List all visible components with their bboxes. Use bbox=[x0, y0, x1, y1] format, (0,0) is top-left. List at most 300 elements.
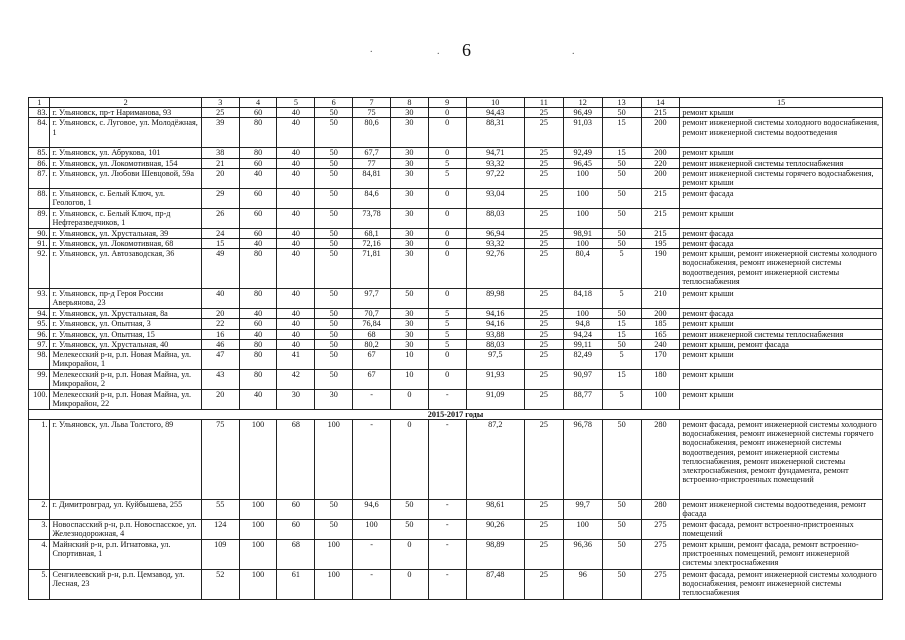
cell-value: 46 bbox=[201, 339, 239, 349]
row-number: 83. bbox=[29, 108, 50, 118]
cell-value: 0 bbox=[428, 289, 466, 309]
cell-value: 15 bbox=[602, 118, 641, 148]
cell-value: 50 bbox=[602, 208, 641, 228]
address: г. Ульяновск, ул. Автозаводская, 36 bbox=[50, 249, 201, 289]
cell-value: 71,81 bbox=[353, 249, 391, 289]
cell-value: 0 bbox=[390, 389, 428, 409]
table-row bbox=[29, 208, 883, 228]
cell-value: 16 bbox=[201, 329, 239, 339]
work-type: ремонт крыши, ремонт фасада, ремонт встроенно-пристроенных помещений, ремонт инженерной системы электроснабжения bbox=[680, 540, 883, 570]
cell-value: 25 bbox=[524, 148, 563, 158]
cell-value: 96,45 bbox=[563, 158, 602, 168]
cell-value: 100 bbox=[239, 420, 277, 500]
cell-value: 50 bbox=[602, 339, 641, 349]
cell-value: 60 bbox=[239, 188, 277, 208]
cell-value: 94,16 bbox=[466, 309, 524, 319]
cell-value: 275 bbox=[641, 540, 680, 570]
column-number: 7 bbox=[353, 98, 391, 108]
cell-value: - bbox=[428, 520, 466, 540]
cell-value: 50 bbox=[390, 520, 428, 540]
row-number: 2. bbox=[29, 500, 50, 520]
cell-value: - bbox=[428, 540, 466, 570]
cell-value: 100 bbox=[563, 238, 602, 248]
cell-value: 30 bbox=[390, 238, 428, 248]
cell-value: 50 bbox=[315, 329, 353, 339]
cell-value: 185 bbox=[641, 319, 680, 329]
cell-value: 26 bbox=[201, 208, 239, 228]
cell-value: 40 bbox=[277, 319, 315, 329]
row-number: 91. bbox=[29, 238, 50, 248]
cell-value: 30 bbox=[390, 208, 428, 228]
cell-value: 165 bbox=[641, 329, 680, 339]
cell-value: - bbox=[353, 389, 391, 409]
table-row bbox=[29, 540, 883, 570]
column-number: 14 bbox=[641, 98, 680, 108]
cell-value: 50 bbox=[315, 309, 353, 319]
cell-value: 25 bbox=[524, 319, 563, 329]
cell-value: 30 bbox=[390, 329, 428, 339]
address: г. Ульяновск, с. Белый Ключ, пр-д Нефтеразведчиков, 1 bbox=[50, 208, 201, 228]
cell-value: 25 bbox=[524, 238, 563, 248]
cell-value: 30 bbox=[315, 389, 353, 409]
cell-value: 97,7 bbox=[353, 289, 391, 309]
cell-value: 100 bbox=[239, 500, 277, 520]
cell-value: 80 bbox=[239, 249, 277, 289]
cell-value: 40 bbox=[201, 289, 239, 309]
work-type: ремонт инженерной системы горячего водоснабжения, ремонт крыши bbox=[680, 168, 883, 188]
column-number: 8 bbox=[390, 98, 428, 108]
address: Мелекесский р-н, р.п. Новая Майна, ул. Микрорайон, 1 bbox=[50, 349, 201, 369]
row-number: 96. bbox=[29, 329, 50, 339]
cell-value: 91,09 bbox=[466, 389, 524, 409]
cell-value: 30 bbox=[390, 118, 428, 148]
cell-value: 200 bbox=[641, 118, 680, 148]
cell-value: 77 bbox=[353, 158, 391, 168]
row-number: 86. bbox=[29, 158, 50, 168]
table-row bbox=[29, 319, 883, 329]
cell-value: 68 bbox=[277, 420, 315, 500]
cell-value: - bbox=[428, 500, 466, 520]
cell-value: 5 bbox=[428, 329, 466, 339]
cell-value: 68,1 bbox=[353, 228, 391, 238]
cell-value: 170 bbox=[641, 349, 680, 369]
work-type: ремонт фасада bbox=[680, 238, 883, 248]
cell-value: 30 bbox=[277, 389, 315, 409]
cell-value: 96,49 bbox=[563, 108, 602, 118]
cell-value: 40 bbox=[277, 188, 315, 208]
cell-value: 38 bbox=[201, 148, 239, 158]
cell-value: 0 bbox=[428, 118, 466, 148]
cell-value: 88,77 bbox=[563, 389, 602, 409]
cell-value: 215 bbox=[641, 208, 680, 228]
cell-value: 40 bbox=[277, 309, 315, 319]
column-number: 13 bbox=[602, 98, 641, 108]
cell-value: 24 bbox=[201, 228, 239, 238]
cell-value: 5 bbox=[428, 168, 466, 188]
cell-value: 80 bbox=[239, 289, 277, 309]
cell-value: 10 bbox=[390, 369, 428, 389]
cell-value: 99,7 bbox=[563, 500, 602, 520]
address: г. Ульяновск, ул. Локомотивная, 154 bbox=[50, 158, 201, 168]
cell-value: 40 bbox=[277, 118, 315, 148]
cell-value: 50 bbox=[602, 108, 641, 118]
cell-value: 30 bbox=[390, 339, 428, 349]
cell-value: 50 bbox=[602, 158, 641, 168]
cell-value: 29 bbox=[201, 188, 239, 208]
cell-value: 97,5 bbox=[466, 349, 524, 369]
cell-value: 30 bbox=[390, 319, 428, 329]
cell-value: 90,26 bbox=[466, 520, 524, 540]
address: г. Ульяновск, ул. Хрустальная, 40 bbox=[50, 339, 201, 349]
cell-value: 80 bbox=[239, 349, 277, 369]
cell-value: 25 bbox=[524, 329, 563, 339]
work-type: ремонт крыши bbox=[680, 148, 883, 158]
row-number: 84. bbox=[29, 118, 50, 148]
cell-value: 92,76 bbox=[466, 249, 524, 289]
cell-value: 0 bbox=[390, 420, 428, 500]
address: г. Ульяновск, пр-т Нариманова, 93 bbox=[50, 108, 201, 118]
cell-value: 80,2 bbox=[353, 339, 391, 349]
cell-value: 50 bbox=[315, 158, 353, 168]
row-number: 5. bbox=[29, 570, 50, 600]
cell-value: 25 bbox=[524, 520, 563, 540]
cell-value: 94,6 bbox=[353, 500, 391, 520]
cell-value: 67,7 bbox=[353, 148, 391, 158]
table-row bbox=[29, 188, 883, 208]
column-number: 4 bbox=[239, 98, 277, 108]
cell-value: 70,7 bbox=[353, 309, 391, 319]
cell-value: 5 bbox=[602, 289, 641, 309]
table-row bbox=[29, 309, 883, 319]
cell-value: 49 bbox=[201, 249, 239, 289]
row-number: 100. bbox=[29, 389, 50, 409]
table-row bbox=[29, 520, 883, 540]
cell-value: 0 bbox=[428, 249, 466, 289]
address: Сенгилеевский р-н, р.п. Цемзавод, ул. Лесная, 23 bbox=[50, 570, 201, 600]
cell-value: 50 bbox=[315, 118, 353, 148]
cell-value: 40 bbox=[277, 339, 315, 349]
cell-value: 280 bbox=[641, 500, 680, 520]
cell-value: 50 bbox=[315, 208, 353, 228]
cell-value: 96,36 bbox=[563, 540, 602, 570]
cell-value: 50 bbox=[602, 309, 641, 319]
cell-value: 90,97 bbox=[563, 369, 602, 389]
column-number: 1 bbox=[29, 98, 50, 108]
cell-value: 30 bbox=[390, 158, 428, 168]
cell-value: 72,16 bbox=[353, 238, 391, 248]
cell-value: 40 bbox=[239, 168, 277, 188]
cell-value: 98,89 bbox=[466, 540, 524, 570]
cell-value: 50 bbox=[602, 228, 641, 238]
cell-value: 25 bbox=[524, 570, 563, 600]
row-number: 1. bbox=[29, 420, 50, 500]
cell-value: 50 bbox=[315, 500, 353, 520]
cell-value: 80 bbox=[239, 148, 277, 158]
table-row bbox=[29, 289, 883, 309]
cell-value: 42 bbox=[277, 369, 315, 389]
cell-value: - bbox=[428, 570, 466, 600]
row-number: 89. bbox=[29, 208, 50, 228]
cell-value: 50 bbox=[390, 289, 428, 309]
cell-value: 0 bbox=[428, 369, 466, 389]
row-number: 3. bbox=[29, 520, 50, 540]
address: г. Ульяновск, с. Белый Ключ, ул. Геологов, 1 bbox=[50, 188, 201, 208]
work-type: ремонт крыши bbox=[680, 349, 883, 369]
cell-value: 100 bbox=[239, 570, 277, 600]
cell-value: 82,49 bbox=[563, 349, 602, 369]
cell-value: 94,8 bbox=[563, 319, 602, 329]
cell-value: 84,18 bbox=[563, 289, 602, 309]
cell-value: 100 bbox=[315, 420, 353, 500]
cell-value: 30 bbox=[390, 309, 428, 319]
cell-value: 87,48 bbox=[466, 570, 524, 600]
cell-value: 195 bbox=[641, 238, 680, 248]
cell-value: 80 bbox=[239, 369, 277, 389]
cell-value: 80,4 bbox=[563, 249, 602, 289]
cell-value: 15 bbox=[602, 369, 641, 389]
work-type: ремонт фасада, ремонт инженерной системы холодного водоснабжения, ремонт инженерной системы теплоснабжения bbox=[680, 570, 883, 600]
cell-value: 60 bbox=[239, 319, 277, 329]
cell-value: 0 bbox=[428, 228, 466, 238]
cell-value: 0 bbox=[428, 148, 466, 158]
work-type: ремонт инженерной системы водоотведения, ремонт фасада bbox=[680, 500, 883, 520]
cell-value: 73,78 bbox=[353, 208, 391, 228]
cell-value: 5 bbox=[428, 339, 466, 349]
cell-value: 200 bbox=[641, 168, 680, 188]
work-type: ремонт крыши bbox=[680, 108, 883, 118]
table-row bbox=[29, 389, 883, 409]
table-row bbox=[29, 148, 883, 158]
cell-value: 200 bbox=[641, 148, 680, 158]
cell-value: 5 bbox=[428, 319, 466, 329]
cell-value: 92,49 bbox=[563, 148, 602, 158]
work-type: ремонт фасада, ремонт встроенно-пристроенных помещений bbox=[680, 520, 883, 540]
cell-value: 75 bbox=[353, 108, 391, 118]
cell-value: 30 bbox=[390, 249, 428, 289]
cell-value: 60 bbox=[239, 158, 277, 168]
work-type: ремонт инженерной системы теплоснабжения bbox=[680, 158, 883, 168]
work-type: ремонт инженерной системы холодного водоснабжения, ремонт инженерной системы водоотведения bbox=[680, 118, 883, 148]
cell-value: 5 bbox=[602, 349, 641, 369]
work-type: ремонт крыши bbox=[680, 208, 883, 228]
cell-value: 41 bbox=[277, 349, 315, 369]
cell-value: 40 bbox=[239, 238, 277, 248]
cell-value: 50 bbox=[315, 319, 353, 329]
cell-value: 84,81 bbox=[353, 168, 391, 188]
column-number: 9 bbox=[428, 98, 466, 108]
cell-value: 25 bbox=[524, 158, 563, 168]
work-type: ремонт крыши bbox=[680, 389, 883, 409]
row-number: 94. bbox=[29, 309, 50, 319]
column-number: 6 bbox=[315, 98, 353, 108]
cell-value: 40 bbox=[277, 208, 315, 228]
cell-value: 99,11 bbox=[563, 339, 602, 349]
column-number: 2 bbox=[50, 98, 201, 108]
cell-value: 240 bbox=[641, 339, 680, 349]
row-number: 4. bbox=[29, 540, 50, 570]
row-number: 95. bbox=[29, 319, 50, 329]
column-number: 12 bbox=[563, 98, 602, 108]
work-type: ремонт инженерной системы теплоснабжения bbox=[680, 329, 883, 339]
cell-value: 87,2 bbox=[466, 420, 524, 500]
cell-value: 75 bbox=[201, 420, 239, 500]
cell-value: 215 bbox=[641, 108, 680, 118]
cell-value: 89,98 bbox=[466, 289, 524, 309]
cell-value: 100 bbox=[563, 188, 602, 208]
cell-value: 39 bbox=[201, 118, 239, 148]
cell-value: 91,03 bbox=[563, 118, 602, 148]
cell-value: - bbox=[353, 540, 391, 570]
scan-dot: . bbox=[370, 44, 373, 55]
cell-value: 25 bbox=[524, 228, 563, 238]
cell-value: 280 bbox=[641, 420, 680, 500]
work-type: ремонт фасада, ремонт инженерной системы холодного водоснабжения, ремонт инженерной системы горячего водоснабжения, ремонт инженерной системы водоотведения, ремонт инженерной системы теплоснабжения, ремонт инженерной системы электроснабжения, ремонт фундамента, ремонт встроенно-пристроенных помещений bbox=[680, 420, 883, 500]
address: Мелекесский р-н, р.п. Новая Майна, ул. Микрорайон, 2 bbox=[50, 369, 201, 389]
cell-value: 25 bbox=[524, 500, 563, 520]
address: г. Ульяновск, ул. Любови Шевцовой, 59а bbox=[50, 168, 201, 188]
address: г. Ульяновск, пр-д Героя России Аверьянова, 23 bbox=[50, 289, 201, 309]
cell-value: 0 bbox=[428, 238, 466, 248]
cell-value: 40 bbox=[239, 309, 277, 319]
cell-value: 50 bbox=[390, 500, 428, 520]
cell-value: 25 bbox=[524, 389, 563, 409]
cell-value: 25 bbox=[524, 349, 563, 369]
cell-value: 275 bbox=[641, 570, 680, 600]
scan-dot: . bbox=[437, 46, 440, 57]
cell-value: 50 bbox=[602, 238, 641, 248]
cell-value: 124 bbox=[201, 520, 239, 540]
cell-value: 84,6 bbox=[353, 188, 391, 208]
cell-value: 88,03 bbox=[466, 339, 524, 349]
cell-value: 20 bbox=[201, 168, 239, 188]
cell-value: 43 bbox=[201, 369, 239, 389]
row-number: 99. bbox=[29, 369, 50, 389]
row-number: 90. bbox=[29, 228, 50, 238]
cell-value: 200 bbox=[641, 309, 680, 319]
cell-value: 30 bbox=[390, 188, 428, 208]
scan-dot: . bbox=[572, 46, 575, 57]
work-type: ремонт фасада bbox=[680, 309, 883, 319]
cell-value: 25 bbox=[524, 309, 563, 319]
cell-value: 94,16 bbox=[466, 319, 524, 329]
cell-value: 100 bbox=[239, 540, 277, 570]
cell-value: 80 bbox=[239, 118, 277, 148]
cell-value: 76,84 bbox=[353, 319, 391, 329]
cell-value: 0 bbox=[428, 208, 466, 228]
cell-value: 100 bbox=[563, 208, 602, 228]
cell-value: 98,91 bbox=[563, 228, 602, 238]
cell-value: 50 bbox=[315, 148, 353, 158]
cell-value: 94,43 bbox=[466, 108, 524, 118]
cell-value: 25 bbox=[524, 188, 563, 208]
work-type: ремонт фасада bbox=[680, 188, 883, 208]
cell-value: 94,71 bbox=[466, 148, 524, 158]
cell-value: 50 bbox=[602, 570, 641, 600]
cell-value: 0 bbox=[390, 570, 428, 600]
cell-value: 5 bbox=[428, 309, 466, 319]
cell-value: 50 bbox=[602, 540, 641, 570]
table-row bbox=[29, 108, 883, 118]
cell-value: - bbox=[353, 570, 391, 600]
cell-value: 93,04 bbox=[466, 188, 524, 208]
column-number: 3 bbox=[201, 98, 239, 108]
cell-value: 80,6 bbox=[353, 118, 391, 148]
address: г. Димитровград, ул. Куйбышева, 255 bbox=[50, 500, 201, 520]
cell-value: 47 bbox=[201, 349, 239, 369]
cell-value: 50 bbox=[315, 168, 353, 188]
section-title: 2015-2017 годы bbox=[29, 409, 883, 419]
cell-value: 50 bbox=[315, 108, 353, 118]
cell-value: 15 bbox=[602, 329, 641, 339]
cell-value: 100 bbox=[641, 389, 680, 409]
row-number: 85. bbox=[29, 148, 50, 158]
cell-value: 0 bbox=[428, 349, 466, 369]
row-number: 88. bbox=[29, 188, 50, 208]
cell-value: 21 bbox=[201, 158, 239, 168]
cell-value: 61 bbox=[277, 570, 315, 600]
cell-value: - bbox=[353, 420, 391, 500]
cell-value: 60 bbox=[277, 520, 315, 540]
cell-value: 50 bbox=[315, 228, 353, 238]
column-number: 10 bbox=[466, 98, 524, 108]
cell-value: 40 bbox=[277, 228, 315, 238]
cell-value: 68 bbox=[277, 540, 315, 570]
address: г. Ульяновск, ул. Абрукова, 101 bbox=[50, 148, 201, 158]
cell-value: 94,24 bbox=[563, 329, 602, 339]
cell-value: 93,32 bbox=[466, 238, 524, 248]
cell-value: 60 bbox=[239, 108, 277, 118]
cell-value: 5 bbox=[602, 389, 641, 409]
cell-value: 67 bbox=[353, 369, 391, 389]
row-number: 87. bbox=[29, 168, 50, 188]
cell-value: 30 bbox=[390, 148, 428, 158]
cell-value: 25 bbox=[524, 208, 563, 228]
cell-value: 50 bbox=[602, 520, 641, 540]
cell-value: 25 bbox=[524, 420, 563, 500]
cell-value: - bbox=[428, 420, 466, 500]
table-row bbox=[29, 570, 883, 600]
cell-value: 40 bbox=[277, 158, 315, 168]
table-row bbox=[29, 339, 883, 349]
cell-value: 215 bbox=[641, 228, 680, 238]
cell-value: 50 bbox=[315, 349, 353, 369]
cell-value: 100 bbox=[353, 520, 391, 540]
cell-value: 100 bbox=[315, 570, 353, 600]
page-number: 6 bbox=[462, 40, 471, 60]
cell-value: 67 bbox=[353, 349, 391, 369]
column-number: 5 bbox=[277, 98, 315, 108]
table-row bbox=[29, 238, 883, 248]
cell-value: 96,94 bbox=[466, 228, 524, 238]
cell-value: 93,32 bbox=[466, 158, 524, 168]
table-row bbox=[29, 249, 883, 289]
cell-value: 55 bbox=[201, 500, 239, 520]
cell-value: 25 bbox=[524, 540, 563, 570]
cell-value: 91,93 bbox=[466, 369, 524, 389]
address: г. Ульяновск, ул. Хрустальная, 39 bbox=[50, 228, 201, 238]
cell-value: 40 bbox=[277, 108, 315, 118]
cell-value: 96 bbox=[563, 570, 602, 600]
cell-value: 22 bbox=[201, 319, 239, 329]
address: г. Ульяновск, ул. Опытная, 3 bbox=[50, 319, 201, 329]
work-type: ремонт крыши bbox=[680, 289, 883, 309]
cell-value: 50 bbox=[602, 188, 641, 208]
cell-value: 100 bbox=[239, 520, 277, 540]
cell-value: 50 bbox=[602, 500, 641, 520]
cell-value: 275 bbox=[641, 520, 680, 540]
cell-value: 60 bbox=[277, 500, 315, 520]
cell-value: 100 bbox=[563, 309, 602, 319]
